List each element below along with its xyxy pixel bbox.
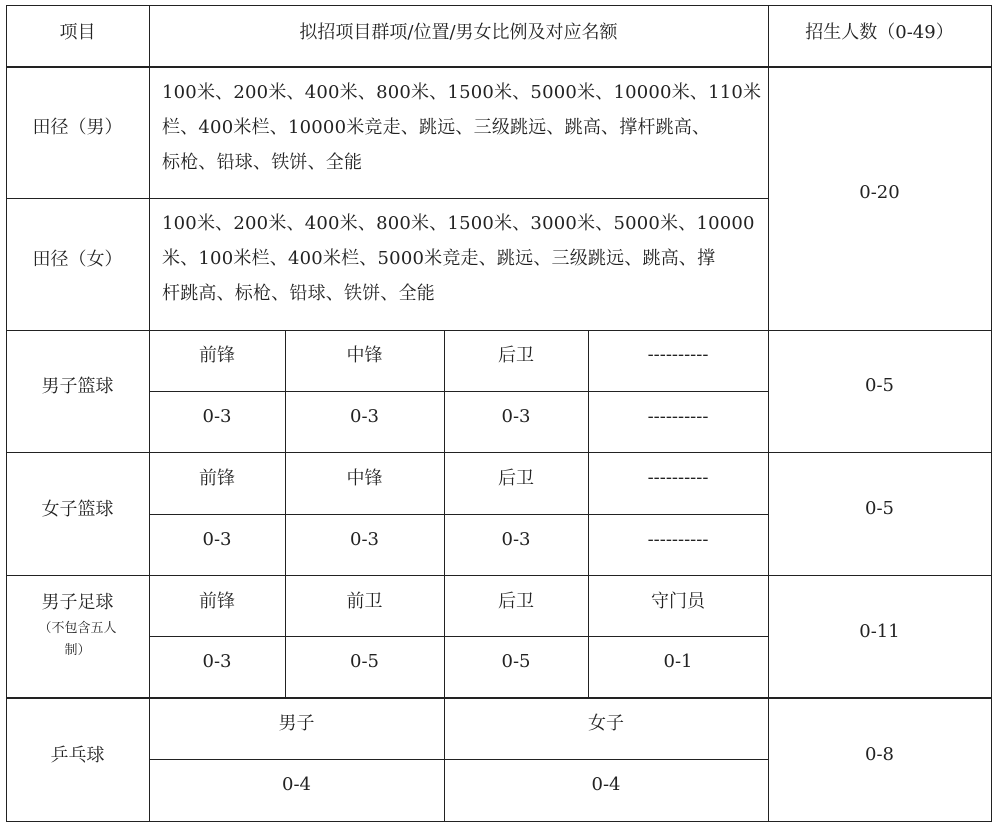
track-male-label: 田径（男） — [32, 117, 123, 138]
quota-cell: 0-4 — [282, 773, 311, 795]
quota-cell: 0-3 — [350, 405, 379, 427]
basketball-male-count: 0-5 — [865, 374, 894, 396]
quota-cell: 0-3 — [501, 528, 531, 550]
quota-cell: 0-4 — [591, 773, 621, 795]
position-cell: ---------- — [647, 343, 709, 365]
track-female-line: 100米、200米、400米、800米、1500米、3000米、5000米、10000 — [162, 213, 755, 234]
quota-cell: 0-3 — [202, 405, 232, 427]
football-male-note: （不包含五人 — [38, 621, 117, 636]
quota-cell: 0-1 — [663, 650, 693, 672]
position-cell: ---------- — [647, 466, 709, 488]
track-female-label: 田径（女） — [32, 249, 123, 270]
track-male-events — [162, 75, 766, 180]
position-cell: 前卫 — [346, 591, 383, 612]
position-cell: 前锋 — [199, 591, 235, 612]
track-male-line: 100米、200米、400米、800米、1500米、5000米、10000米、110米 — [162, 82, 762, 103]
quota-cell: 0-3 — [350, 528, 379, 550]
football-male-label-cell — [6, 575, 149, 675]
track-male-line: 栏、400米栏、10000米竞走、跳远、三级跳远、跳高、撑杆跳高、 — [162, 117, 711, 138]
track-female-line: 米、100米栏、400米栏、5000米竞走、跳远、三级跳远、跳高、撑 — [162, 248, 716, 269]
group-cell: 女子 — [588, 713, 624, 734]
basketball-female-label: 女子篮球 — [41, 499, 114, 520]
table-tennis-count: 0-8 — [865, 743, 894, 765]
track-male-line: 标枪、铅球、铁饼、全能 — [162, 152, 363, 173]
position-cell: 前锋 — [199, 468, 235, 489]
quota-cell: 0-3 — [501, 405, 531, 427]
position-cell: 中锋 — [346, 345, 383, 366]
header-events: 拟招项目群项/位置/男女比例及对应名额 — [299, 22, 618, 43]
football-male-label: 男子足球 — [41, 592, 114, 613]
position-cell: 后卫 — [498, 591, 534, 612]
position-cell: 中锋 — [346, 468, 383, 489]
quota-cell: ---------- — [647, 405, 709, 427]
position-cell: 守门员 — [651, 591, 705, 612]
rule-bottom — [6, 821, 992, 822]
header-project: 项目 — [59, 22, 96, 43]
rule-right — [991, 5, 992, 822]
track-female-events — [162, 206, 766, 311]
football-male-note: 制） — [64, 643, 91, 658]
group-cell: 男子 — [278, 713, 315, 734]
track-female-line: 杆跳高、标枪、铅球、铁饼、全能 — [162, 283, 435, 304]
header-count: 招生人数（0-49） — [805, 22, 954, 43]
quota-cell: 0-3 — [202, 650, 232, 672]
basketball-male-label: 男子篮球 — [41, 376, 114, 397]
track-count: 0-20 — [859, 181, 900, 203]
table-tennis-label: 乒乓球 — [50, 745, 105, 766]
quota-cell: ---------- — [647, 528, 709, 550]
quota-cell: 0-5 — [350, 650, 379, 672]
position-cell: 后卫 — [498, 468, 534, 489]
quota-cell: 0-5 — [501, 650, 531, 672]
basketball-female-count: 0-5 — [865, 497, 894, 519]
quota-cell: 0-3 — [202, 528, 232, 550]
position-cell: 后卫 — [498, 345, 534, 366]
football-male-count: 0-11 — [859, 620, 900, 642]
position-cell: 前锋 — [199, 345, 235, 366]
